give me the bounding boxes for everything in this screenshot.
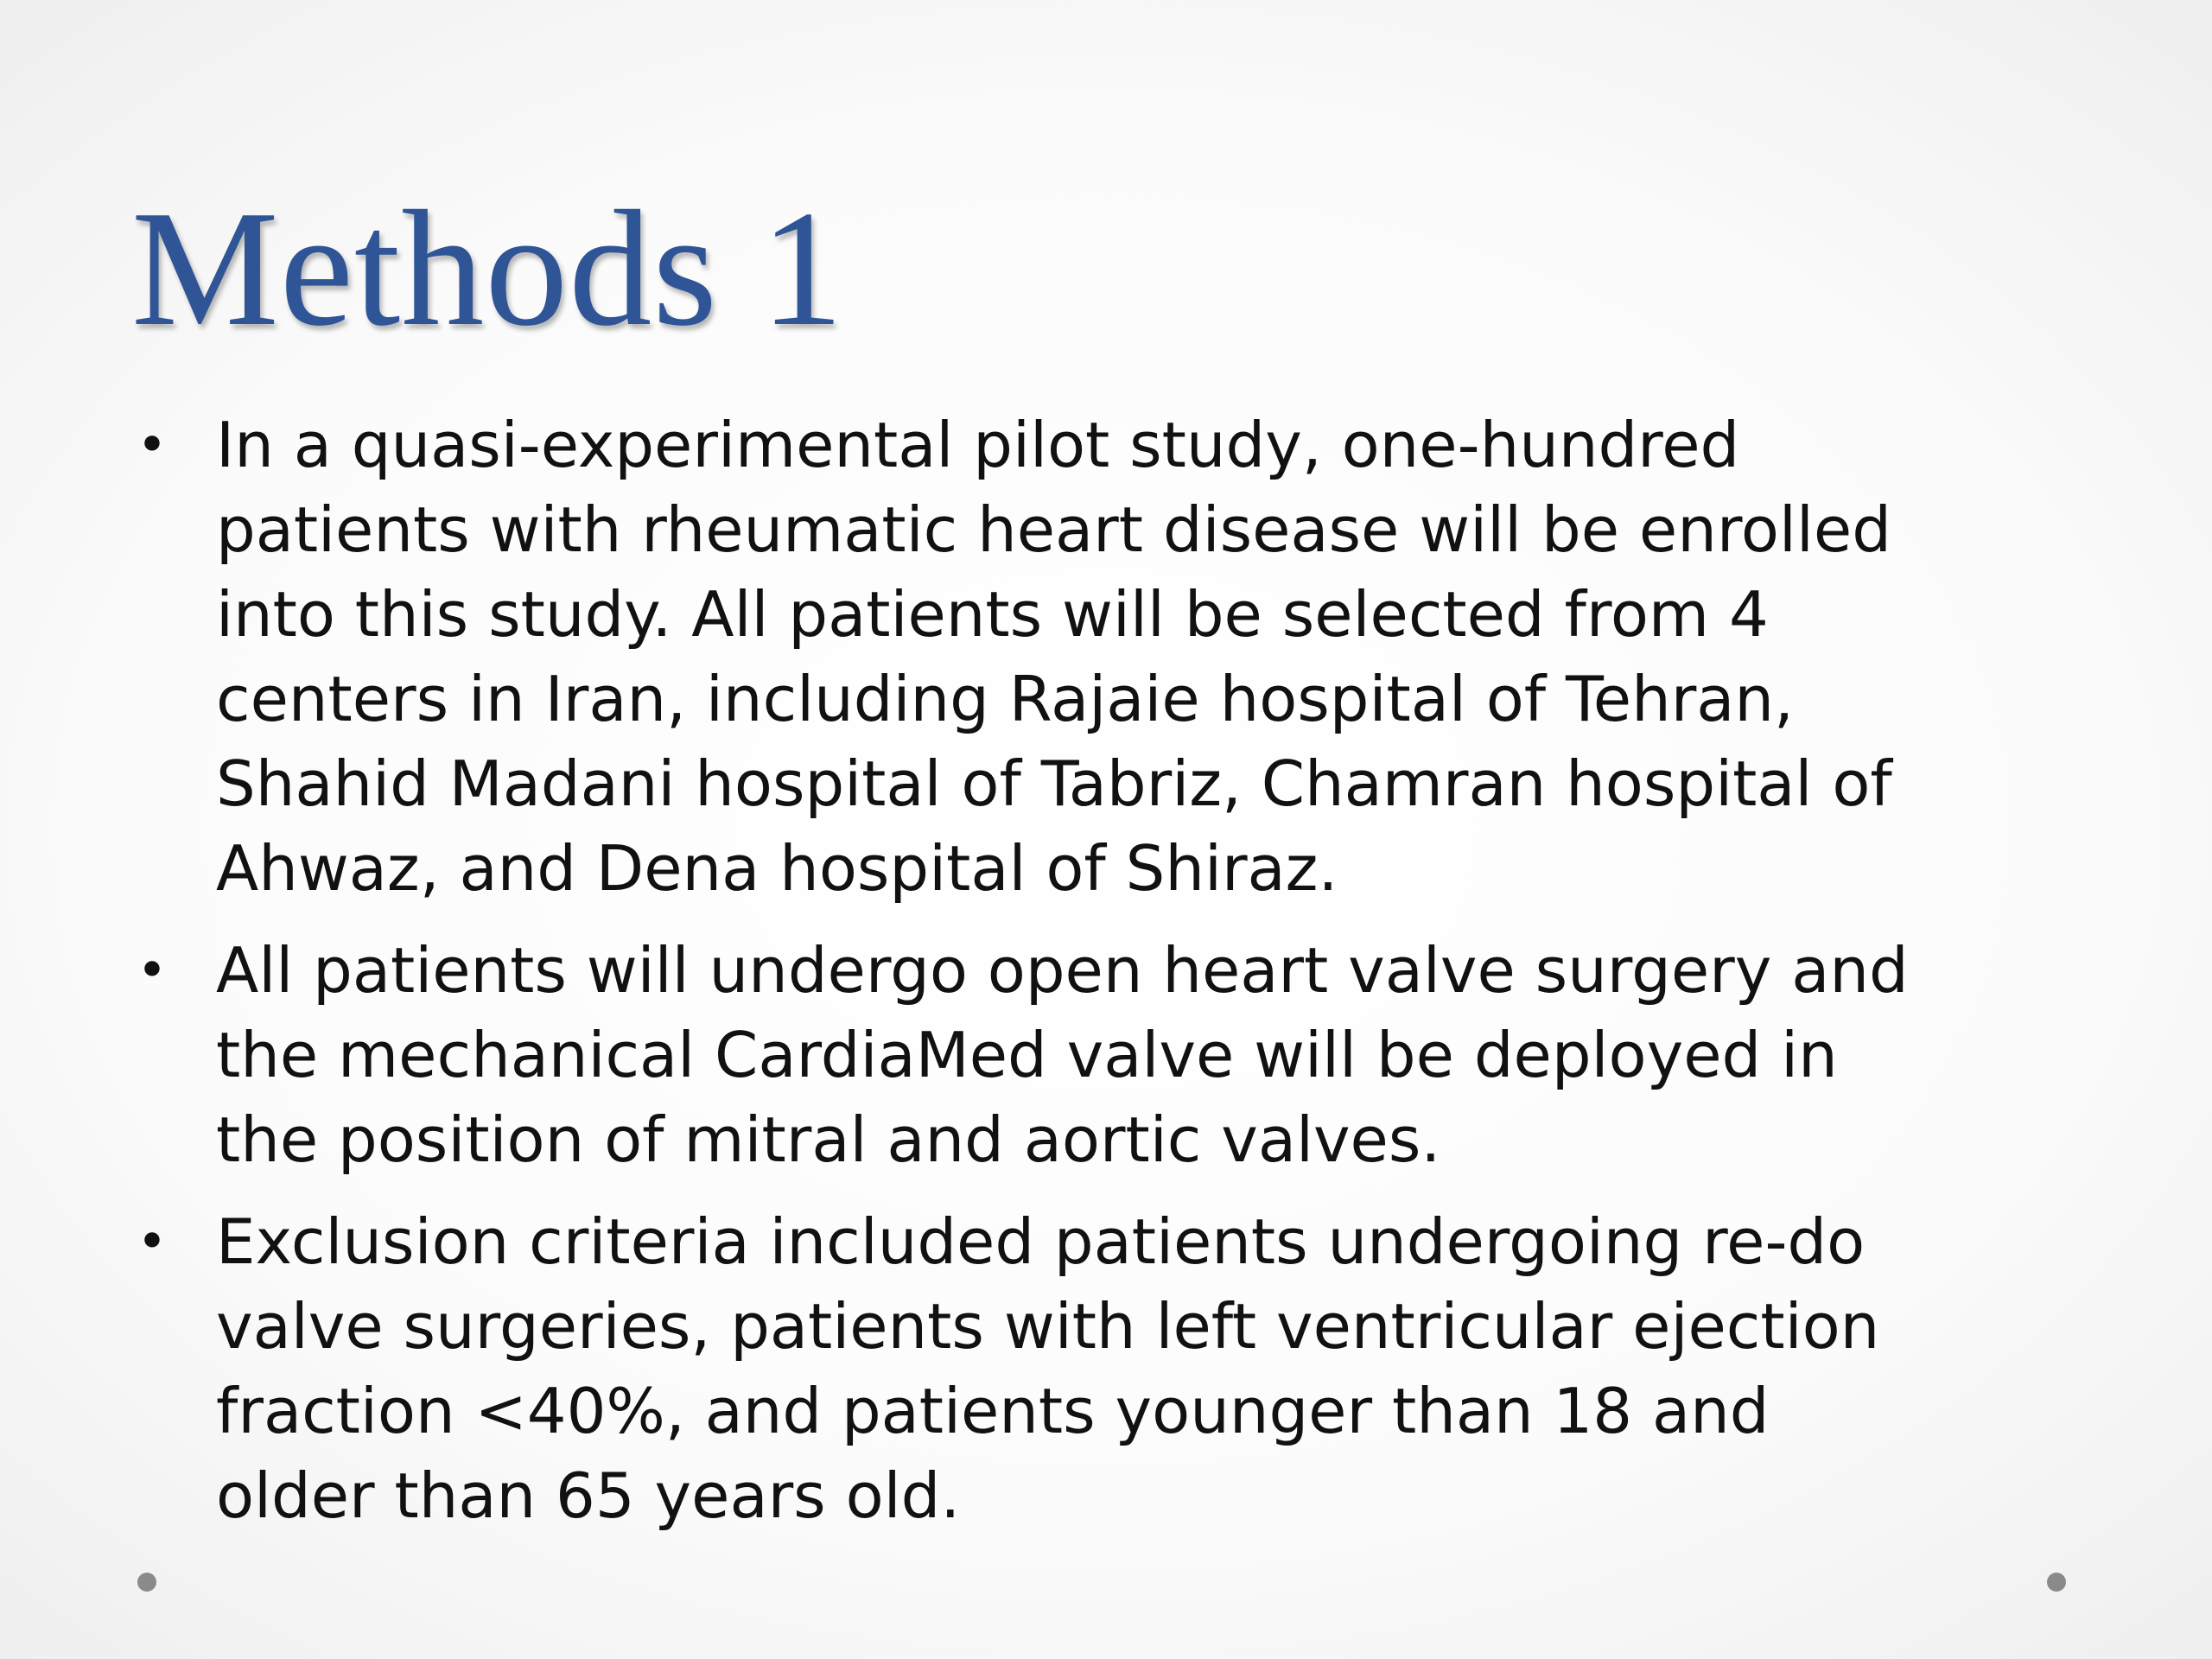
slide-title: Methods 1: [131, 176, 844, 360]
bullet-item: [0, 1199, 2091, 1538]
bullet-item: [0, 928, 2091, 1182]
bullet-text-line: centers in Iran, including Rajaie hospital of Tehran,: [216, 663, 1794, 735]
bullet-text-line: All patients will undergo open heart valve surgery and: [216, 934, 1909, 1007]
bullet-list: [0, 403, 2212, 1555]
bullet-marker: •: [137, 415, 168, 475]
bullet-text-line: into this study. All patients will be selected from 4: [216, 578, 1769, 651]
bullet-text-line: valve surgeries, patients with left ventricular ejection: [216, 1290, 1880, 1363]
bullet-marker: •: [137, 940, 168, 1001]
bullet-text-line: fraction <40%, and patients younger than 18 and: [216, 1375, 1770, 1447]
bullet-marker: •: [137, 1211, 168, 1272]
bullet-text-line: older than 65 years old.: [216, 1459, 961, 1532]
corner-dot-left: [137, 1573, 156, 1592]
bullet-item: [0, 403, 2091, 911]
bullet-text-line: Exclusion criteria included patients undergoing re-do: [216, 1205, 1866, 1278]
bullet-text-line: Shahid Madani hospital of Tabriz, Chamran hospital of: [216, 747, 1892, 820]
bullet-text-line: patients with rheumatic heart disease will be enrolled: [216, 493, 1891, 566]
bullet-text-line: Ahwaz, and Dena hospital of Shiraz.: [216, 832, 1338, 905]
bullet-text-line: the position of mitral and aortic valves.: [216, 1103, 1441, 1176]
bullet-text-line: the mechanical CardiaMed valve will be deployed in: [216, 1019, 1838, 1091]
bullet-text-line: In a quasi-experimental pilot study, one-hundred: [216, 409, 1740, 481]
corner-dot-right: [2047, 1573, 2066, 1592]
